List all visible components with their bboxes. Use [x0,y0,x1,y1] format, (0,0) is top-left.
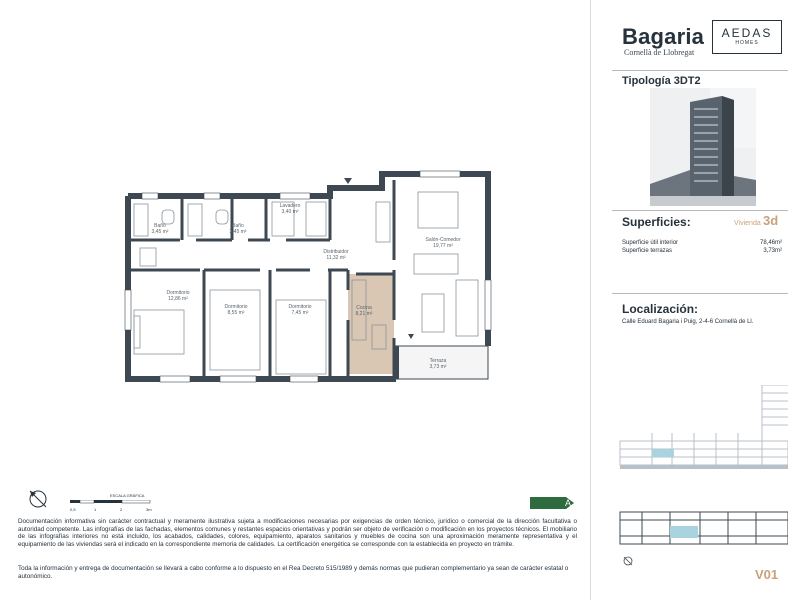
room-name: Lavadero [279,203,301,209]
scale-bar [70,500,160,514]
room-name: Dormitorio [166,290,190,296]
room-area: 3,73 m² [429,364,447,370]
entrance-marker [344,178,352,184]
room-name: Terraza [429,358,447,364]
room-area: 12,86 m² [168,296,188,302]
divider [612,293,788,294]
room-name: Baño [232,223,244,229]
terrace-door-marker [408,334,414,339]
scale-tick: 2 [120,507,123,512]
divider [612,70,788,71]
room-area: 7,45 m² [291,310,309,316]
room-area: 8,21 m² [355,311,373,317]
scale-tick: 0,5 [70,507,76,512]
room-area: 3,45 m² [151,229,169,235]
room-area: 8,55 m² [227,310,245,316]
project-logo: Bagaria [622,24,705,49]
surface-label: Superficie terrazas [622,248,673,254]
room-area: 3,45 m² [229,229,247,235]
room-name: Cocina [356,305,372,311]
room-name: Baño [154,223,166,229]
surfaces-title: Superficies: [622,215,691,229]
room-area: 3,40 m² [281,209,299,215]
orientation-label: A [564,498,572,508]
scale-tick: 3m [146,507,152,512]
typology-title: Tipología 3DT2 [622,75,701,87]
kitchen-floor [348,274,394,374]
developer-sub: HOMES [735,40,759,46]
building-rendering [650,88,756,206]
room-name: Distribuidor [323,249,349,255]
developer-logo [712,20,782,54]
floor-plan [120,170,495,385]
room-name: Salón-Comedor [425,237,461,243]
unit-label: Vivienda [734,220,761,227]
unit-id: 3d [763,213,779,228]
location-title: Localización: [622,302,699,316]
room-area: 19,77 m² [433,243,453,249]
key-plan [612,385,788,575]
version-label: V01 [755,567,779,582]
room-name: Dormitorio [288,304,312,310]
divider [612,210,788,211]
surface-value: 3,73m² [763,248,782,254]
legal-note: Toda la información y entrega de documentación se llevará a cabo conforme a lo dispuesto en el Rea Decreto 515/1989 y demás normas que pudieran complementario ya sean de carácter estatal o autonómico. [18,565,569,580]
room-name: Dormitorio [224,304,248,310]
surface-value: 78,46m² [759,240,782,246]
address: Calle Eduard Bagaria i Puig, 2-4-6 Cornellà de Ll. [622,319,754,325]
disclaimer-text: Documentación informativa sin carácter contractual y meramente ilustrativa sujeta a modificaciones necesarias por exigencias de orden técnico, jurídico o comercial de la dirección facultativa o autoridad competente. Las infografías de las fachadas, elementos comunes y restantes espacios orientativas y podrán ser objeto de verificación o modificación en los proyectos técnicos. El mobiliario de las infografías interiores no está incluido, los acabados, calidades, colores, equipamiento, aparatos sanitarios y muebles de cocina son una aproximación meramente representativa y el equipamiento de las viviendas será el indicado en la correspondiente memoria de calidades. La certificación energética se corresponde con la establecida en proyecto en trámite. [18,518,577,548]
room-area: 11,32 m² [326,255,346,261]
developer-name: AEDAS [721,26,773,40]
surface-label: Superficie útil interior [622,240,679,246]
scale-tick: 1 [94,507,97,512]
orientation-tag [530,497,574,509]
north-arrow-icon [26,487,50,511]
project-location: Cornellà de Llobregat [624,48,695,57]
panel-divider [590,0,591,600]
scale-title: ESCALA GRÁFICA [110,493,145,498]
